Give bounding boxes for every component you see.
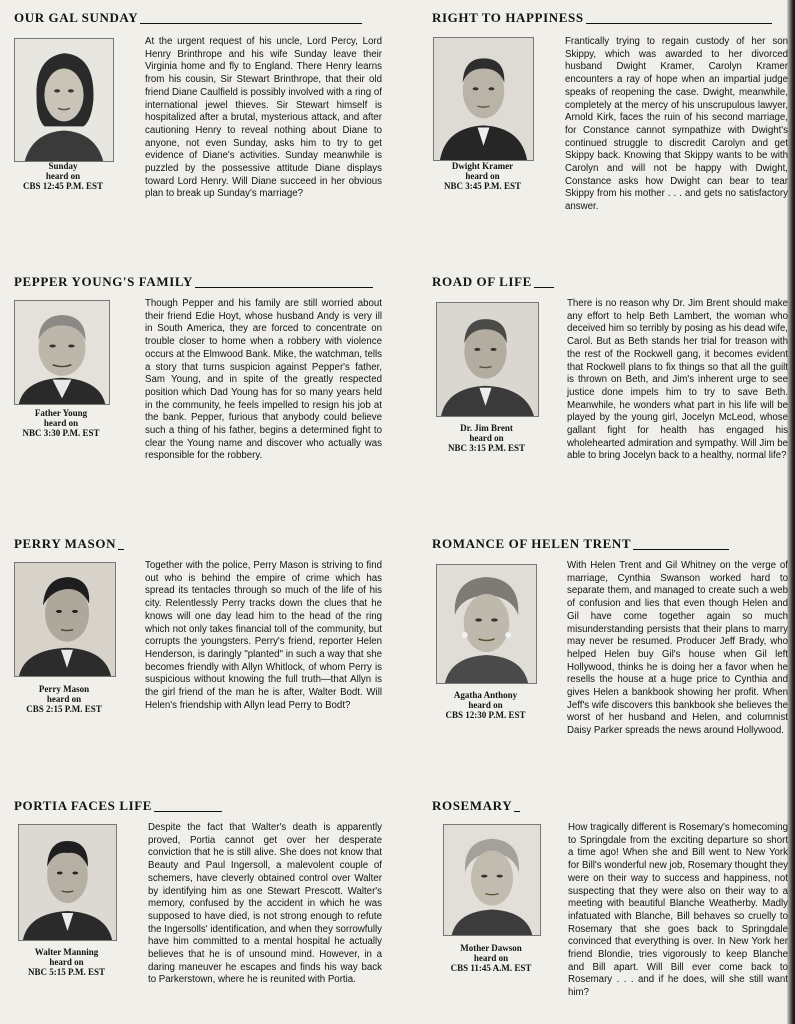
- section-title: ROMANCE OF HELEN TRENT: [432, 536, 729, 552]
- photo-caption: Sunday heard on CBS 12:45 P.M. EST: [23, 161, 103, 191]
- section-our-gal-sunday: [14, 10, 382, 260]
- man-portrait-icon: [18, 824, 117, 941]
- section-title: ROSEMARY: [432, 798, 520, 814]
- section-rosemary: [432, 798, 788, 1024]
- man-portrait-icon: [436, 302, 539, 417]
- photo-caption: Dwight Kramer heard on NBC 3:45 P.M. EST: [444, 161, 521, 191]
- photo-caption: Dr. Jim Brent heard on NBC 3:15 P.M. EST: [448, 423, 525, 453]
- section-title: PERRY MASON: [14, 536, 124, 552]
- section-title: OUR GAL SUNDAY: [14, 10, 362, 26]
- photo-caption: Mother Dawson heard on CBS 11:45 A.M. EST: [450, 943, 532, 973]
- section-pepper-youngs-family: [14, 274, 382, 520]
- synopsis-text: Though Pepper and his family are still worried about their friend Edie Hoyt, whose husband Andy is very ill in South America, they are forced to concentrate on trouble closer to home when a robbery with violence occurs at the Elmwood Bank. Mike, the watchman, tells a story that turns suspicion against Pepper's father, Sam Young, and in spite of the greatly respected position which Dad Young has for so many years held in the community, he feels impelled to resign his job at the bank. Pepper, furious that anybody could believe such a thing of his father, begins a determined fight to clear the Young name and discover who actually was responsible for the robbery.: [145, 298, 382, 462]
- man-portrait-icon: [14, 562, 116, 677]
- section-title: RIGHT TO HAPPINESS: [432, 10, 772, 26]
- older-woman-portrait-icon: [443, 824, 541, 936]
- section-title: PORTIA FACES LIFE: [14, 798, 222, 814]
- synopsis-text: Frantically trying to regain custody of her son Skippy, which was awarded to her divorced husband Dwight Kramer, Carolyn Kramer encounters a ray of hope when an impartial judge speaks of reopening the case. Dwight, meanwhile, completely at the mercy of his unscrupulous lawyer, Arnold Kirk, faces the ruin of his second marriage, for Constance cannot sympathize with Dwight's continued struggle to discredit Carolyn and get Skippy back. Knowing that Skippy wants to be with Carolyn and will not be happy with Dwight, Constance asks how Dwight can bear to tear Skippy from his mother . . . and gets no satisfactory answer.: [565, 36, 788, 213]
- page-edge: [787, 0, 795, 1024]
- synopsis-text: Together with the police, Perry Mason is striving to find out who is behind the empire of crime which has spread its tentacles through so much of the life of his city. Relentlessly Perry tracks down the clues that he knows will one day lead him to the head of the ring which not only takes financial toll of the community, but corrupts the youngsters. Perry's friend, reporter Helen Henderson, is daringly "planted" in such a way that she becomes friendly with Allyn Whitlock, of whom Perry is suspicious without knowing the full truth—that Allyn is the girl friend of the man he is after, Walter Bodt. Will Helen's friendship with Allyn lead Perry to Bodt?: [145, 560, 382, 711]
- synopsis-text: How tragically different is Rosemary's homecoming to Springdale from the exciting departure so short a time ago! When she and Bill went to New York for Bill's wonderful new job, Rosemary thought they were on their way to success and happiness, not suspecting that they were also on their way to a meeting with beautiful Blanche Weatherby. Madly infatuated with Blanche, Bill behaves so cruelly to Rosemary that she goes back to Springdale convinced that everything is over. In New York her friend Blondie, tries vigorously to keep Blanche and Bill apart. Will Bill ever come back to Rosemary . . . and if he does, will she still want him?: [568, 822, 788, 999]
- synopsis-text: There is no reason why Dr. Jim Brent should make any effort to help Beth Lambert, the woman who deceived him so terribly by posing as his dead wife, Carol. But as Beth stands her trial for treason with the rest of the Rockwell gang, it becomes evident that Rockwell plans to fix things so that all the guilt is thrown on Beth, and Jim's inherent urge to see justice done impels him to try to save Beth. Meanwhile, he wonders what part in his life will be played by the young girl, Jocelyn McLeod, whose gallant fight for health has engaged his wholehearted admiration and sympathy. Will Jim be able to bring Jocelyn back to a healthy, normal life?: [567, 298, 788, 462]
- section-title: ROAD OF LIFE: [432, 274, 554, 290]
- section-right-to-happiness: [432, 10, 788, 260]
- older-man-portrait-icon: [14, 300, 110, 405]
- older-woman-portrait-icon: [436, 564, 537, 684]
- photo-caption: Agatha Anthony heard on CBS 12:30 P.M. EST: [445, 690, 526, 720]
- section-perry-mason: [14, 536, 382, 786]
- section-romance-of-helen-trent: [432, 536, 788, 786]
- synopsis-text: Despite the fact that Walter's death is apparently proved, Portia cannot get over her desperate conviction that he is still alive. She does not know that Beauty and Paul Ingersoll, a malevolent couple of schemers, have cleverly obtained control over Walter by identifying him as one Stewart Prescott. Walter's memory, confused by the accident in which he was supposed to have died, is not strong enough to refute the Ingersolls' identification, and when they sorrowfully have him committed to a mental hospital he actually believes that he is of unsound mind. However, in a daring maneuver he escapes and finds his way back to Parkerstown, where he is reunited with Portia.: [148, 822, 382, 986]
- section-road-of-life: [432, 274, 788, 520]
- section-portia-faces-life: [14, 798, 382, 1024]
- man-portrait-icon: [433, 37, 534, 161]
- photo-caption: Walter Manning heard on NBC 5:15 P.M. EST: [28, 947, 105, 977]
- woman-portrait-icon: [14, 38, 114, 162]
- photo-caption: Father Young heard on NBC 3:30 P.M. EST: [22, 408, 100, 438]
- synopsis-text: With Helen Trent and Gil Whitney on the verge of marriage, Cynthia Swanson worked hard to separate them, and managed to create such a web of confusion and lies that even though Helen and Gil have come together again so much misunderstanding persists that their plans to marry may never be resumed. Producer Jeff Brady, who helped Helen buy Gil's house when Gil left Hollywood, thinks he is doing her a favor when he resells the house at a huge price to Cynthia and gives Helen a bankbook showing her profit. When Jeff's wife discovers this bankbook she believes the worst of her husband and Helen, and columnist Daisy Parker spreads the news around Hollywood.: [567, 560, 788, 737]
- photo-caption: Perry Mason heard on CBS 2:15 P.M. EST: [26, 684, 102, 714]
- synopsis-text: At the urgent request of his uncle, Lord Percy, Lord Henry Brinthrope and his wife Sunday leave their Virginia home and fly to England. There Henry learns from his cousin, Sir Stewart Brinthrope, that their old friend Diane Caulfield is possibly involved with a ring of international jewel thieves. Sir Stewart himself is hospitalized after a brutal, mysterious attack, and after cautioning Henry to reveal nothing about Diane to anyone, not even Sunday, asks him to try to get evidence of Diane's activities. Sunday meanwhile is puzzled by the possessive attitude Diane displays toward Lord Henry. Will Diane succeed in her obvious plan to break up Sunday's marriage?: [145, 36, 382, 200]
- section-title: PEPPER YOUNG'S FAMILY: [14, 274, 373, 290]
